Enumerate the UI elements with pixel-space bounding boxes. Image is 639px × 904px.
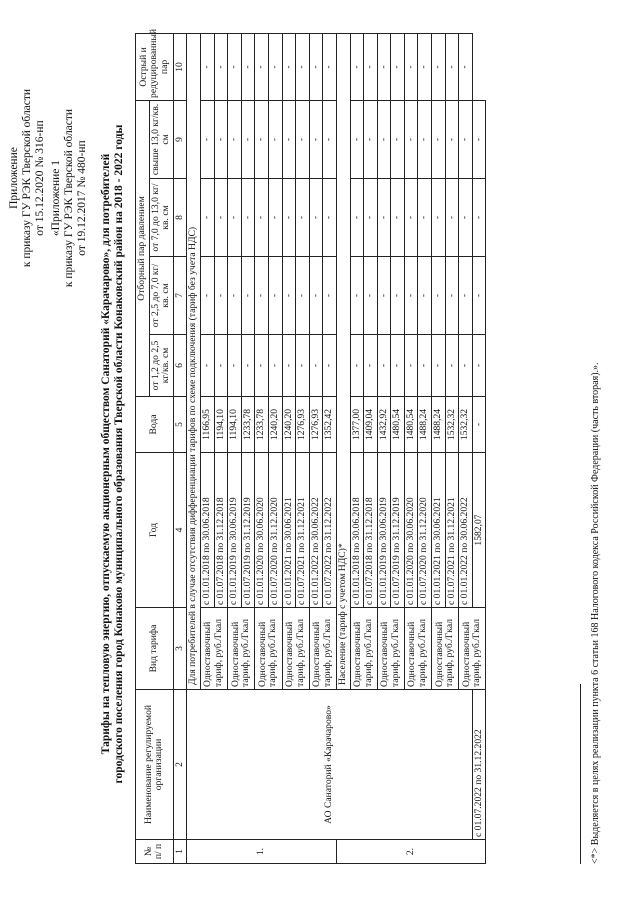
tariff-kind: Одноставочный тариф, руб./Гкал: [255, 608, 282, 690]
steam-value: -: [364, 335, 378, 397]
header-line: Приложение: [8, 147, 20, 209]
col-header-steam: Отборный пар давлением: [136, 100, 150, 396]
steam-value: -: [432, 33, 446, 100]
steam-value: -: [445, 335, 459, 397]
water-value: 1432,92: [377, 397, 391, 453]
steam-value: -: [200, 179, 214, 257]
col-num: 1: [173, 840, 187, 864]
steam-value: -: [241, 335, 255, 397]
steam-value: -: [350, 33, 364, 100]
steam-value: -: [418, 257, 432, 335]
steam-value: -: [391, 335, 405, 397]
steam-value: -: [241, 179, 255, 257]
steam-value: -: [282, 33, 296, 100]
col-header-steam-3: от 7,0 до 13,0 кг/кв. см: [149, 179, 173, 257]
steam-value: -: [282, 179, 296, 257]
col-num: 3: [173, 608, 187, 690]
steam-value: -: [459, 100, 473, 178]
period: с 01.01.2019 по 30.06.2019: [377, 453, 391, 608]
steam-value: -: [296, 335, 310, 397]
steam-value: -: [364, 257, 378, 335]
steam-value: -: [432, 257, 446, 335]
water-value: 1352,42: [323, 397, 337, 453]
period: с 01.07.2022 по 31.12.2022: [323, 453, 337, 608]
tariff-kind: Одноставочный тариф, руб./Гкал: [309, 608, 336, 690]
row-number: 2.: [336, 840, 486, 864]
steam-value: -: [241, 33, 255, 100]
document-title: [100, 74, 126, 834]
title-line: городского поселения город Конаково муниципального образования Тверской области Конаковский район на 2018 - 2022 годы: [113, 124, 125, 784]
steam-value: -: [350, 179, 364, 257]
steam-value: -: [377, 257, 391, 335]
steam-value: -: [282, 335, 296, 397]
steam-value: -: [268, 179, 282, 257]
steam-value: -: [445, 33, 459, 100]
steam-value: -: [404, 257, 418, 335]
steam-value: -: [268, 100, 282, 178]
steam-value: -: [404, 33, 418, 100]
steam-value: -: [309, 257, 323, 335]
water-value: 1276,93: [309, 397, 323, 453]
water-value: 1480,54: [404, 397, 418, 453]
steam-value: -: [445, 100, 459, 178]
water-value: 1409,04: [364, 397, 378, 453]
water-value: 1276,93: [296, 397, 310, 453]
steam-value: -: [214, 100, 228, 178]
col-header-year: Год: [136, 453, 174, 608]
period: с 01.07.2020 по 31.12.2020: [268, 453, 282, 608]
steam-value: -: [350, 257, 364, 335]
col-num: 7: [173, 257, 187, 335]
steam-value: -: [323, 100, 337, 178]
steam-value: -: [350, 100, 364, 178]
steam-value: -: [200, 100, 214, 178]
header-line: к приказу ГУ РЭК Тверской области: [63, 108, 75, 288]
header-line: от 19.12.2017 № 480-нп: [76, 140, 88, 256]
steam-value: -: [323, 335, 337, 397]
section-row: [187, 33, 201, 863]
steam-value: -: [241, 100, 255, 178]
col-header-steam-1: от 1,2 до 2,5 кг/кв. см: [149, 335, 173, 397]
steam-value: -: [472, 100, 486, 178]
period: с 01.01.2022 по 30.06.2022: [309, 453, 323, 608]
period: с 01.07.2021 по 31.12.2021: [296, 453, 310, 608]
water-value: 1480,54: [391, 397, 405, 453]
steam-value: -: [404, 335, 418, 397]
steam-value: -: [323, 257, 337, 335]
title-line: Тарифы на тепловую энергию, отпускаемую акционерным обществом Санаторий «Карачарово», для потребителей: [100, 153, 112, 755]
steam-value: -: [214, 179, 228, 257]
steam-value: -: [268, 335, 282, 397]
period: с 01.01.2021 по 30.06.2021: [432, 453, 446, 608]
tariff-table: [135, 28, 486, 864]
steam-value: -: [418, 335, 432, 397]
steam-value: -: [377, 100, 391, 178]
steam-value: -: [255, 179, 269, 257]
water-value: 1240,20: [282, 397, 296, 453]
tariff-kind: Одноставочный тариф, руб./Гкал: [350, 608, 377, 690]
water-value: 1194,10: [228, 397, 242, 453]
steam-value: -: [377, 335, 391, 397]
steam-value: -: [309, 335, 323, 397]
steam-value: -: [459, 257, 473, 335]
period: с 01.07.2018 по 31.12.2018: [364, 453, 378, 608]
water-value: 1240,20: [268, 397, 282, 453]
steam-value: -: [432, 179, 446, 257]
steam-value: -: [472, 257, 486, 335]
period: с 01.07.2022 по 31.12.2022: [472, 690, 486, 840]
header-line: от 15.12.2020 № 316-нп: [34, 120, 46, 236]
period: с 01.07.2018 по 31.12.2018: [214, 453, 228, 608]
steam-value: -: [214, 33, 228, 100]
period: с 01.01.2018 по 30.06.2018: [200, 453, 214, 608]
org-name: АО Санаторий «Карачарово»: [187, 690, 472, 840]
col-header-kind: Вид тарифа: [136, 608, 174, 690]
period: с 01.07.2020 по 31.12.2020: [418, 453, 432, 608]
steam-value: -: [404, 179, 418, 257]
steam-value: -: [268, 257, 282, 335]
col-header-no: № п/ п: [136, 840, 174, 864]
steam-value: -: [200, 33, 214, 100]
steam-value: -: [364, 33, 378, 100]
water-value: 1532,32: [459, 397, 473, 453]
period: с 01.01.2020 по 30.06.2020: [404, 453, 418, 608]
steam-value: -: [241, 257, 255, 335]
steam-value: -: [350, 335, 364, 397]
steam-value: -: [323, 179, 337, 257]
header-line: к приказу ГУ РЭК Тверской области: [21, 88, 33, 268]
steam-value: -: [268, 33, 282, 100]
col-header-steam-2: от 2,5 до 7,0 кг/кв. см: [149, 257, 173, 335]
period: с 01.01.2019 по 30.06.2019: [228, 453, 242, 608]
water-value: 1233,78: [241, 397, 255, 453]
tariff-kind: Одноставочный тариф, руб./Гкал: [459, 608, 486, 690]
col-header-steam-4: свыше 13,0 кг/кв. см: [149, 100, 173, 178]
steam-value: -: [255, 33, 269, 100]
col-num: 8: [173, 179, 187, 257]
col-num: 5: [173, 397, 187, 453]
col-num: 6: [173, 335, 187, 397]
tariff-kind: Одноставочный тариф, руб./Гкал: [404, 608, 431, 690]
steam-value: -: [255, 335, 269, 397]
steam-value: -: [377, 179, 391, 257]
tariff-kind: Одноставочный тариф, руб./Гкал: [377, 608, 404, 690]
steam-value: -: [296, 100, 310, 178]
steam-value: -: [255, 257, 269, 335]
period: с 01.07.2019 по 31.12.2019: [241, 453, 255, 608]
table-row: [472, 33, 486, 863]
header-line: «Приложение 1: [50, 159, 62, 237]
section-title: Население (тариф с учетом НДС)*: [336, 33, 350, 689]
steam-value: -: [445, 257, 459, 335]
footnote: <*> Выделяется в целях реализации пункта 6 статьи 168 Налогового кодекса Российской Федерации (часть вторая).».: [590, 362, 601, 864]
steam-value: -: [432, 100, 446, 178]
steam-value: -: [200, 335, 214, 397]
period: с 01.01.2021 по 30.06.2021: [282, 453, 296, 608]
col-num: 2: [173, 690, 187, 840]
steam-value: -: [255, 100, 269, 178]
steam-value: -: [391, 257, 405, 335]
steam-value: -: [364, 100, 378, 178]
steam-value: -: [296, 179, 310, 257]
period: с 01.01.2018 по 30.06.2018: [350, 453, 364, 608]
steam-value: -: [200, 257, 214, 335]
steam-value: -: [323, 33, 337, 100]
water-value: 1194,10: [214, 397, 228, 453]
footnote-separator: [580, 684, 581, 864]
steam-value: -: [418, 33, 432, 100]
steam-value: -: [418, 179, 432, 257]
steam-value: -: [459, 33, 473, 100]
steam-value: -: [418, 100, 432, 178]
water-value: 1532,32: [445, 397, 459, 453]
section-title: Для потребителей в случае отсутствия дифференциации тарифов по схеме подключения (тариф без учета НДС): [187, 33, 201, 689]
steam-value: -: [282, 257, 296, 335]
steam-value: -: [228, 179, 242, 257]
period: с 01.07.2019 по 31.12.2019: [391, 453, 405, 608]
steam-value: -: [214, 335, 228, 397]
steam-value: -: [296, 257, 310, 335]
water-value: 1233,78: [255, 397, 269, 453]
steam-value: -: [228, 100, 242, 178]
tariff-kind: Одноставочный тариф, руб./Гкал: [282, 608, 309, 690]
steam-value: -: [228, 33, 242, 100]
tariff-kind: Одноставочный тариф, руб./Гкал: [228, 608, 255, 690]
water-value: 1166,95: [200, 397, 214, 453]
steam-value: -: [309, 100, 323, 178]
water-value: 1582,07: [472, 453, 486, 608]
tariff-kind: Одноставочный тариф, руб./Гкал: [200, 608, 227, 690]
steam-value: -: [228, 335, 242, 397]
steam-value: -: [228, 257, 242, 335]
appendix-header: [8, 48, 47, 308]
col-num: 10: [173, 33, 187, 100]
col-num: 4: [173, 453, 187, 608]
steam-value: -: [459, 335, 473, 397]
period: с 01.07.2021 по 31.12.2021: [445, 453, 459, 608]
steam-value: -: [404, 100, 418, 178]
col-header-sharp-steam: Острый и редуцированный пар: [136, 33, 174, 100]
steam-value: -: [472, 335, 486, 397]
steam-value: -: [391, 100, 405, 178]
steam-value: -: [391, 33, 405, 100]
period: с 01.01.2022 по 30.06.2022: [459, 453, 473, 608]
col-header-org: Наименование регулируемой организации: [136, 690, 174, 840]
col-num: 9: [173, 100, 187, 178]
steam-value: -: [282, 100, 296, 178]
col-header-water: Вода: [136, 397, 174, 453]
steam-value: -: [296, 33, 310, 100]
period: с 01.01.2020 по 30.06.2020: [255, 453, 269, 608]
steam-value: -: [377, 33, 391, 100]
water-value: 1377,00: [350, 397, 364, 453]
steam-value: -: [445, 179, 459, 257]
steam-value: -: [472, 179, 486, 257]
steam-value: -: [309, 179, 323, 257]
row-number: 1.: [187, 840, 337, 864]
steam-value: -: [459, 179, 473, 257]
steam-value: -: [432, 335, 446, 397]
steam-value: -: [364, 179, 378, 257]
steam-value: -: [309, 33, 323, 100]
original-appendix-header: [50, 48, 89, 348]
steam-value: -: [391, 179, 405, 257]
steam-value: -: [472, 397, 486, 453]
steam-value: -: [214, 257, 228, 335]
water-value: 1488,24: [432, 397, 446, 453]
tariff-kind: Одноставочный тариф, руб./Гкал: [432, 608, 459, 690]
water-value: 1488,24: [418, 397, 432, 453]
